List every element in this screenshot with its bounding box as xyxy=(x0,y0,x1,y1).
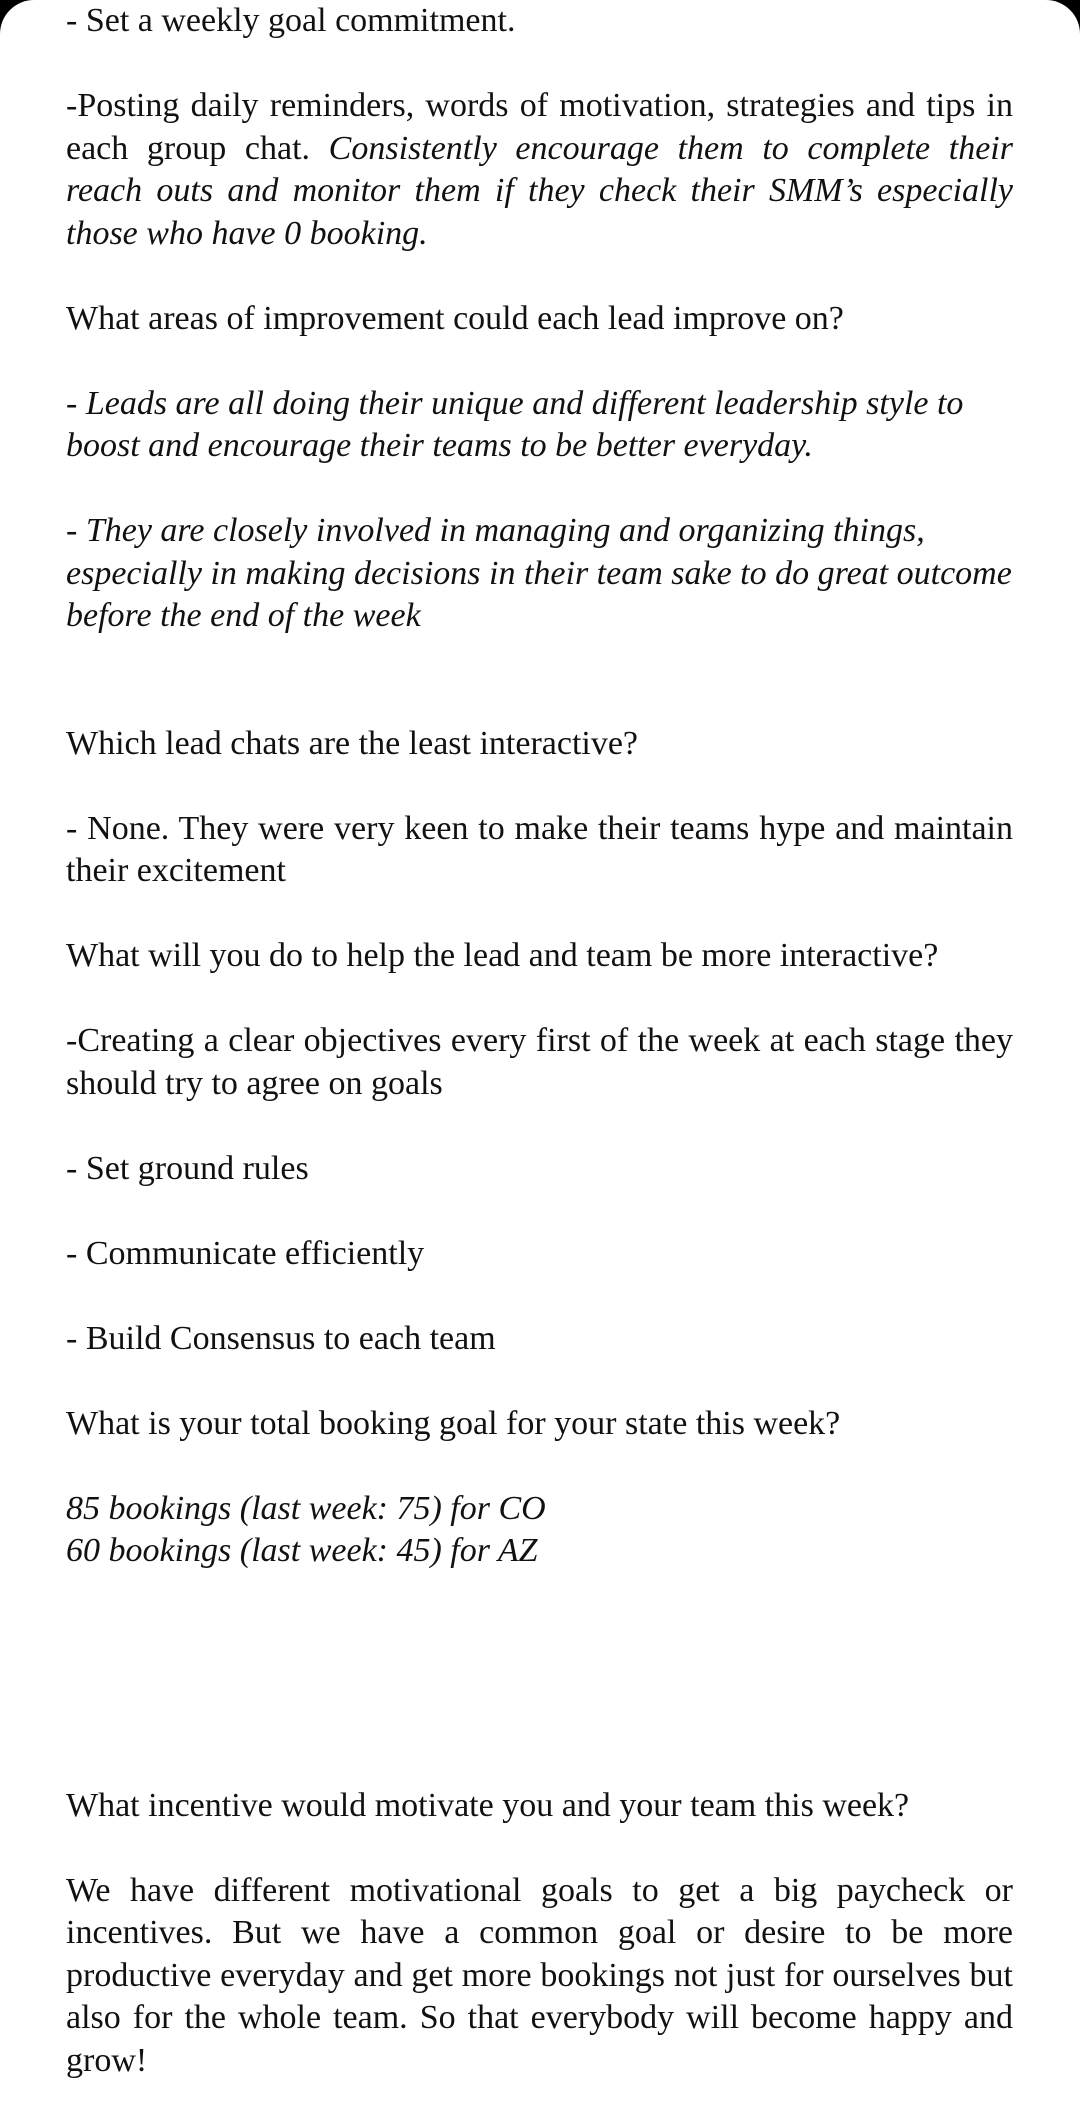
question-help: What will you do to help the lead and team be more interactive? xyxy=(66,937,939,974)
answer-help-3: - Communicate efficiently xyxy=(66,1234,425,1272)
document-body xyxy=(66,0,1013,2082)
answer-improvement-1: - Leads are all doing their unique and different leadership style to boost and encourage their teams to be better everyday. xyxy=(66,384,964,464)
answer-improvement-2: - They are closely involved in managing and organizing things, especially in making decisions in their team sake to do great outcome before the end of the week xyxy=(66,512,1012,634)
question-least-interactive: Which lead chats are the least interactive? xyxy=(66,724,639,762)
posting-paragraph xyxy=(66,85,1013,255)
answer-booking-co: 85 bookings (last week: 75) for CO xyxy=(66,1489,546,1527)
answer-least-interactive: - None. They were very keen to make their teams hype and maintain their excitement xyxy=(66,809,1013,889)
answer-booking-az: 60 bookings (last week: 45) for AZ xyxy=(66,1532,538,1569)
question-incentive: What incentive would motivate you and your team this week? xyxy=(66,1786,910,1824)
answer-help-1: -Creating a clear objectives every first of the week at each stage they should try to agree on goals xyxy=(66,1022,1013,1102)
posting-italic-text: Consistently encourage them to complete their reach outs and monitor them if they check their SMM’s especially those who have 0 booking. xyxy=(66,129,1013,252)
question-improvement: What areas of improvement could each lead improve on? xyxy=(66,299,844,337)
answer-incentive: We have different motivational goals to get a big paycheck or incentives. But we have a common goal or desire to be more productive everyday and get more bookings not just for ourselves but also for the whole team. So that everybody will become happy and grow! xyxy=(66,1871,1013,2079)
weekly-goal-line: - Set a weekly goal commitment. xyxy=(66,2,516,39)
answer-help-2: - Set ground rules xyxy=(66,1149,309,1187)
question-booking-goal: What is your total booking goal for your state this week? xyxy=(66,1404,841,1442)
answer-help-4: - Build Consensus to each team xyxy=(66,1319,496,1357)
posting-text: -Posting daily reminders, words of motivation, strategies and tips in each group chat. xyxy=(66,87,1013,167)
